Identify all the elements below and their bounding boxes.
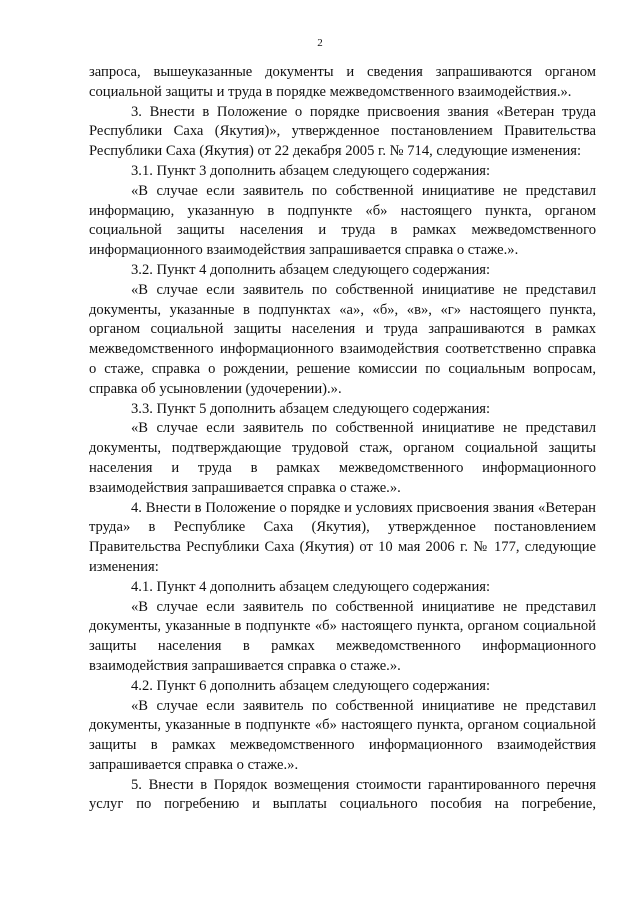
paragraph-item-4-1: 4.1. Пункт 4 дополнить абзацем следующего содержания: (131, 578, 491, 595)
paragraph-item-3-1: 3.1. Пункт 3 дополнить абзацем следующего содержания: (131, 162, 491, 179)
paragraph-item-4: 4. Внести в Положение о порядке и условиях присвоения звания «Ветеран труда» в Республике Саха (Якутия), утвержденное постановлением Правительства Республики Саха (Якутия) от 10 мая 2006 г. № 177, следующие изменения: (89, 499, 596, 575)
page-number: 2 (317, 37, 323, 49)
document-body (89, 63, 596, 815)
paragraph-quote-3-1: «В случае если заявитель по собственной инициативе не представил информацию, указанную в подпункте «б» настоящего пункта, органом социальной защиты населения и труда в рамках межведомственного информационного взаимодействия запрашивается справка о стаже.». (89, 182, 596, 259)
paragraph-item-5: 5. Внести в Порядок возмещения стоимости гарантированного перечня услуг по погребению и выплаты социального пособия на погребение, (89, 776, 596, 813)
paragraph-item-3: 3. Внести в Положение о порядке присвоения звания «Ветеран труда Республики Саха (Якутия)», утвержденное постановлением Правительства Республики Саха (Якутия) от 22 декабря 2005 г. № 714, следующие изменения: (89, 103, 596, 160)
paragraph-item-3-3: 3.3. Пункт 5 дополнить абзацем следующего содержания: (131, 400, 491, 417)
paragraph-quote-4-1: «В случае если заявитель по собственной инициативе не представил документы, указанные в подпункте «б» настоящего пункта, органом социальной защиты населения в рамках межведомственного информационного взаимодействия запрашивается справка о стаже.». (89, 598, 596, 674)
paragraph-quote-3-3: «В случае если заявитель по собственной инициативе не представил документы, подтверждающие трудовой стаж, органом социальной защиты населения и труда в рамках межведомственного информационного взаимодействия запрашивается справка о стаже.». (89, 420, 596, 496)
paragraph-quote-4-2: «В случае если заявитель по собственной инициативе не представил документы, указанные в подпункте «б» настоящего пункта, органом социальной защиты в рамках межведомственного информационного взаимодействия запрашивается справка о стаже.». (89, 697, 596, 773)
paragraph-continuation: запроса, вышеуказанные документы и сведения запрашиваются органом социальной защиты и труда в порядке межведомственного взаимодействия.». (89, 64, 596, 100)
paragraph-quote-3-2: «В случае если заявитель по собственной инициативе не представил документы, указанные в подпунктах «а», «б», «в», «г» настоящего пункта, органом социальной защиты населения и труда запрашиваются в рамках межведомственного информационного взаимодействия соответственно справка о стаже, справка о рождении, решение комиссии по социальным вопросам, справка об усыновлении (удочерении).». (89, 281, 596, 397)
paragraph-item-4-2: 4.2. Пункт 6 дополнить абзацем следующего содержания: (131, 677, 491, 694)
paragraph-item-3-2: 3.2. Пункт 4 дополнить абзацем следующего содержания: (131, 261, 491, 278)
